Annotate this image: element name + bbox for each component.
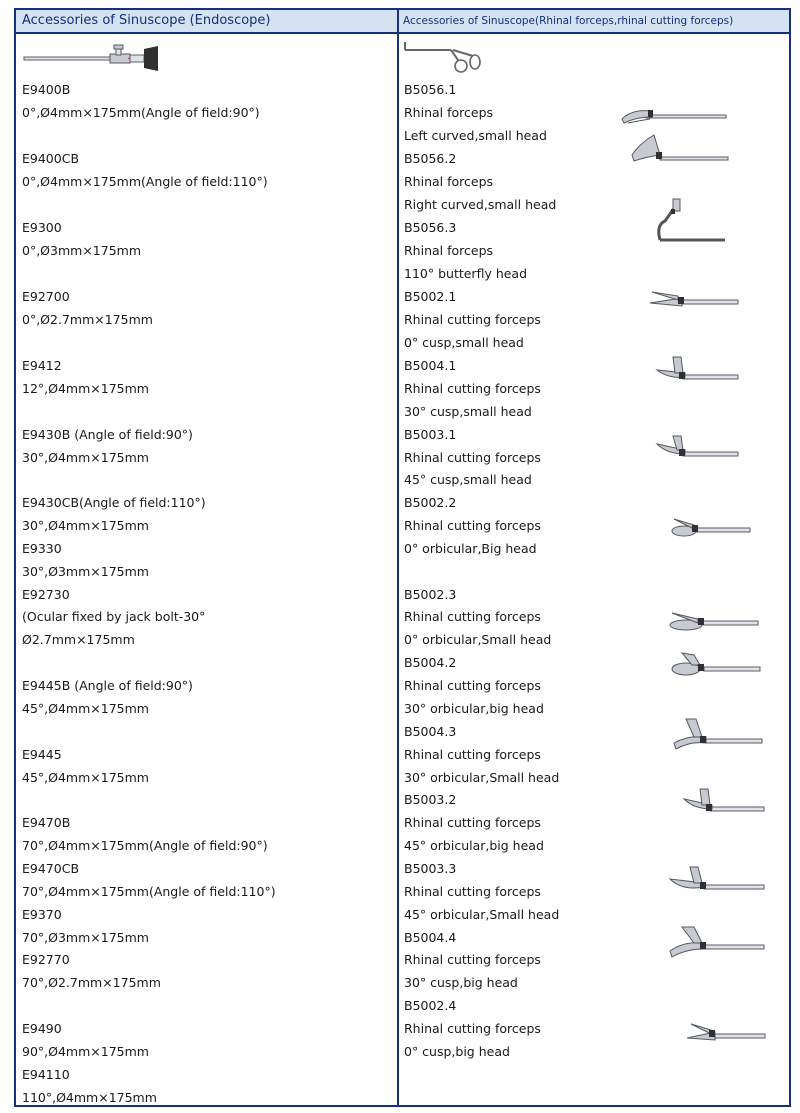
model-type: Rhinal cutting forceps	[404, 518, 541, 533]
model-spec: 0°,Ø4mm×175mm(Angle of field:90°)	[22, 105, 260, 120]
sinuscope-image	[24, 44, 159, 74]
model-spec: 70°,Ø3mm×175mm	[22, 930, 149, 945]
model-spec: (Ocular fixed by jack bolt-30°	[22, 609, 206, 624]
model-code: E9430B (Angle of field:90°)	[22, 427, 193, 442]
model-desc: 0° orbicular,Big head	[404, 541, 537, 556]
header-forceps: Accessories of Sinuscope(Rhinal forceps,rhinal cutting forceps)	[397, 10, 789, 34]
model-spec: 90°,Ø4mm×175mm	[22, 1044, 149, 1059]
model-desc: 0° cusp,big head	[404, 1044, 510, 1059]
model-code: E9400B	[22, 82, 71, 97]
model-desc: Left curved,small head	[404, 128, 547, 143]
model-desc: 30° cusp,big head	[404, 975, 518, 990]
model-type: Rhinal cutting forceps	[404, 1021, 541, 1036]
model-code: E92770	[22, 952, 70, 967]
model-spec: 12°,Ø4mm×175mm	[22, 381, 149, 396]
forceps-image	[655, 355, 740, 389]
model-code: B5002.2	[404, 495, 457, 510]
forceps-image	[668, 865, 766, 899]
model-spec: 45°,Ø4mm×175mm	[22, 770, 149, 785]
model-code: B5002.3	[404, 587, 457, 602]
model-code: E9445	[22, 747, 62, 762]
model-type: Rhinal cutting forceps	[404, 884, 541, 899]
model-desc: 0° cusp,small head	[404, 335, 524, 350]
model-spec: 0°,Ø4mm×175mm(Angle of field:110°)	[22, 174, 268, 189]
model-desc: Right curved,small head	[404, 197, 557, 212]
model-code: B5056.3	[404, 220, 457, 235]
model-type: Rhinal cutting forceps	[404, 747, 541, 762]
model-code: B5056.1	[404, 82, 457, 97]
model-type: Rhinal cutting forceps	[404, 952, 541, 967]
forceps-image	[618, 101, 728, 131]
model-spec: 110°,Ø4mm×175mm	[22, 1090, 157, 1105]
model-code: E9300	[22, 220, 62, 235]
model-type: Rhinal forceps	[404, 243, 494, 258]
model-code: E9470B	[22, 815, 71, 830]
model-desc: 30° orbicular,big head	[404, 701, 544, 716]
forceps-image	[668, 925, 766, 959]
header-endoscope: Accessories of Sinuscope (Endoscope)	[16, 10, 397, 34]
model-code: E92730	[22, 587, 70, 602]
forceps-image	[670, 651, 762, 681]
model-code: B5003.3	[404, 861, 457, 876]
forceps-image	[655, 195, 730, 250]
forceps-image	[630, 133, 730, 173]
model-desc: 45° orbicular,big head	[404, 838, 544, 853]
model-type: Rhinal cutting forceps	[404, 312, 541, 327]
model-code: E94110	[22, 1067, 70, 1082]
model-spec: 0°,Ø2.7mm×175mm	[22, 312, 153, 327]
forceps-image	[682, 787, 766, 821]
model-spec: 70°,Ø4mm×175mm(Angle of field:90°)	[22, 838, 268, 853]
model-spec: 70°,Ø2.7mm×175mm	[22, 975, 161, 990]
forceps-handle-image	[403, 38, 483, 76]
model-type: Rhinal forceps	[404, 105, 494, 120]
model-code: E9490	[22, 1021, 62, 1036]
model-type: Rhinal forceps	[404, 174, 494, 189]
model-spec: 30°,Ø3mm×175mm	[22, 564, 149, 579]
model-code: B5056.2	[404, 151, 457, 166]
forceps-image	[670, 515, 752, 543]
model-code: E9370	[22, 907, 62, 922]
model-type: Rhinal cutting forceps	[404, 678, 541, 693]
model-desc: 110° butterfly head	[404, 266, 528, 281]
model-type: Rhinal cutting forceps	[404, 381, 541, 396]
model-code: B5004.3	[404, 724, 457, 739]
forceps-image	[668, 607, 760, 635]
model-code: E9400CB	[22, 151, 80, 166]
model-spec: Ø2.7mm×175mm	[22, 632, 135, 647]
forceps-image	[672, 717, 764, 751]
model-code: B5002.4	[404, 998, 457, 1013]
model-type: Rhinal cutting forceps	[404, 450, 541, 465]
model-code: E9330	[22, 541, 62, 556]
model-code: E9412	[22, 358, 62, 373]
model-desc: 45° orbicular,Small head	[404, 907, 560, 922]
model-type: Rhinal cutting forceps	[404, 609, 541, 624]
model-code: E92700	[22, 289, 70, 304]
model-code: B5004.1	[404, 358, 457, 373]
model-desc: 45° cusp,small head	[404, 472, 532, 487]
model-code: B5003.1	[404, 427, 457, 442]
model-code: B5003.2	[404, 792, 457, 807]
forceps-image	[648, 288, 740, 316]
model-spec: 70°,Ø4mm×175mm(Angle of field:110°)	[22, 884, 276, 899]
forceps-image	[685, 1020, 767, 1048]
column-divider	[397, 10, 399, 1105]
model-code: B5004.2	[404, 655, 457, 670]
model-spec: 45°,Ø4mm×175mm	[22, 701, 149, 716]
forceps-image	[655, 434, 740, 468]
model-spec: 0°,Ø3mm×175mm	[22, 243, 142, 258]
model-desc: 30° orbicular,Small head	[404, 770, 560, 785]
model-code: E9430CB(Angle of field:110°)	[22, 495, 206, 510]
model-spec: 30°,Ø4mm×175mm	[22, 518, 149, 533]
model-code: E9445B (Angle of field:90°)	[22, 678, 193, 693]
model-desc: 30° cusp,small head	[404, 404, 532, 419]
model-spec: 30°,Ø4mm×175mm	[22, 450, 149, 465]
model-type: Rhinal cutting forceps	[404, 815, 541, 830]
model-code: B5002.1	[404, 289, 457, 304]
model-desc: 0° orbicular,Small head	[404, 632, 552, 647]
model-code: B5004.4	[404, 930, 457, 945]
model-code: E9470CB	[22, 861, 80, 876]
